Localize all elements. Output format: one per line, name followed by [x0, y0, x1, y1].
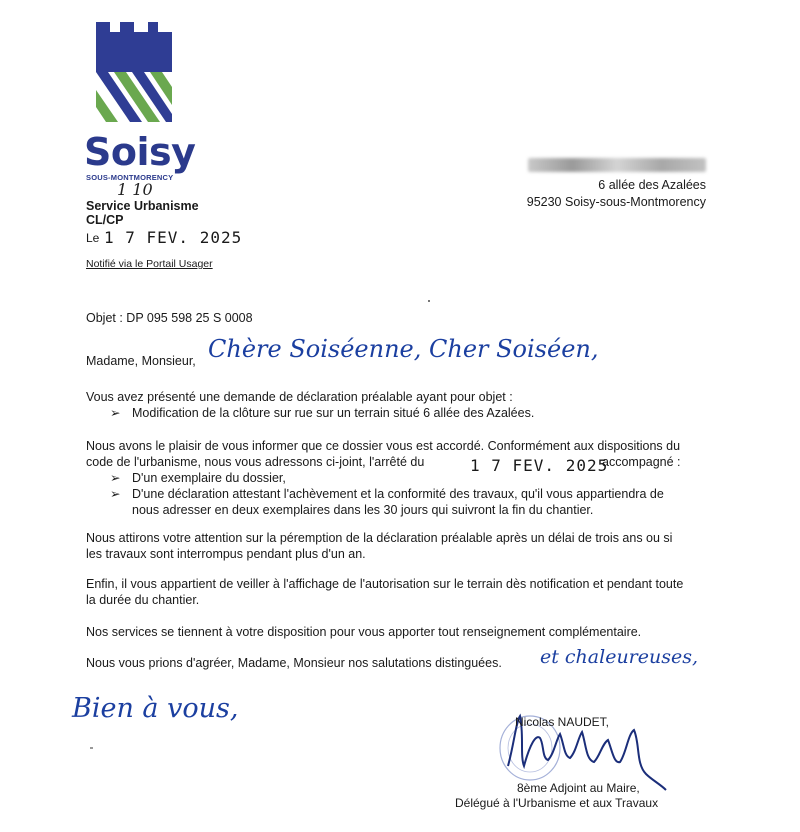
bullet-arrow-icon: ➢ [110, 471, 121, 485]
salutation-handwritten: Chère Soiséenne, Cher Soiséen, [208, 335, 599, 363]
speck [90, 747, 93, 749]
signatory-name: Nicolas NAUDET, [515, 715, 610, 729]
list-item: ➢ D'une déclaration attestant l'achèvement et la conformité des travaux, qu'il vous appartiendra de nous adresser en deux exemplaires dans les 30 jours qui suivront la fin du chantier. [110, 487, 664, 517]
service-name: Service Urbanisme [86, 199, 199, 213]
signatory-delegation: Délégué à l'Urbanisme et aux Travaux [455, 796, 659, 810]
paragraph-line: Nous avons le plaisir de vous informer que ce dossier vous est accordé. Conformément aux dispositions du [86, 439, 681, 453]
sign-off-handwritten: Bien à vous, [72, 693, 239, 724]
closing-handwritten: et chaleureuses, [540, 646, 699, 668]
brand-subtitle: SOUS-MONTMORENCY [86, 173, 174, 182]
service-initials: CL/CP [86, 213, 124, 227]
list-item: ➢ Modification de la clôture sur rue sur un terrain situé 6 allée des Azalées. [110, 406, 535, 420]
paragraph-line: Vous avez présenté une demande de déclaration préalable ayant pour objet : [86, 390, 513, 404]
brand-name: Soisy [84, 130, 196, 174]
date-prefix: Le [86, 231, 100, 245]
paragraph-contact: Nos services se tiennent à votre disposition pour vous apporter tout renseignement complémentaire. [86, 625, 642, 639]
recipient-address [527, 158, 706, 211]
date-stamp: 1 7 FEV. 2025 [104, 228, 243, 247]
speck [428, 300, 430, 302]
paragraph-decision [86, 438, 746, 518]
paragraph-display: Enfin, il vous appartient de veiller à l'affichage de l'autorisation sur le terrain dès notification et pendant toute la durée du chantier. [86, 577, 684, 607]
bullet-arrow-icon: ➢ [110, 406, 121, 420]
portal-notice: Notifié via le Portail Usager [86, 258, 213, 270]
date-stamp-inline: 1 7 FEV. 2025 [470, 456, 609, 475]
soisy-logo [96, 22, 172, 122]
bullet-arrow-icon: ➢ [110, 487, 121, 501]
list-item: ➢ D'un exemplaire du dossier, [110, 471, 286, 485]
paragraph-request [86, 389, 726, 421]
signatory-role: 8ème Adjoint au Maire, [517, 781, 640, 795]
paragraph-line: code de l'urbanisme, nous vous adressons ci-joint, l'arrêté du 1 7 FEV. 2025 accompagné : [86, 455, 681, 475]
service-block [86, 199, 199, 227]
letter-object: Objet : DP 095 598 25 S 0008 [86, 311, 253, 325]
salutation: Madame, Monsieur, [86, 354, 196, 368]
paragraph-expiry: Nous attirons votre attention sur la péremption de la déclaration préalable après un délai de trois ans ou si les travaux sont interrompus pendant plus d'un an. [86, 531, 673, 561]
redacted-recipient-name [528, 158, 706, 172]
recipient-city: 95230 Soisy-sous-Montmorency [526, 195, 706, 209]
paragraph-closing: Nous vous prions d'agréer, Madame, Monsieur nos salutations distinguées. [86, 656, 502, 670]
handwritten-reference: 1 10 [117, 180, 153, 199]
recipient-street: 6 allée des Azalées [598, 178, 706, 192]
